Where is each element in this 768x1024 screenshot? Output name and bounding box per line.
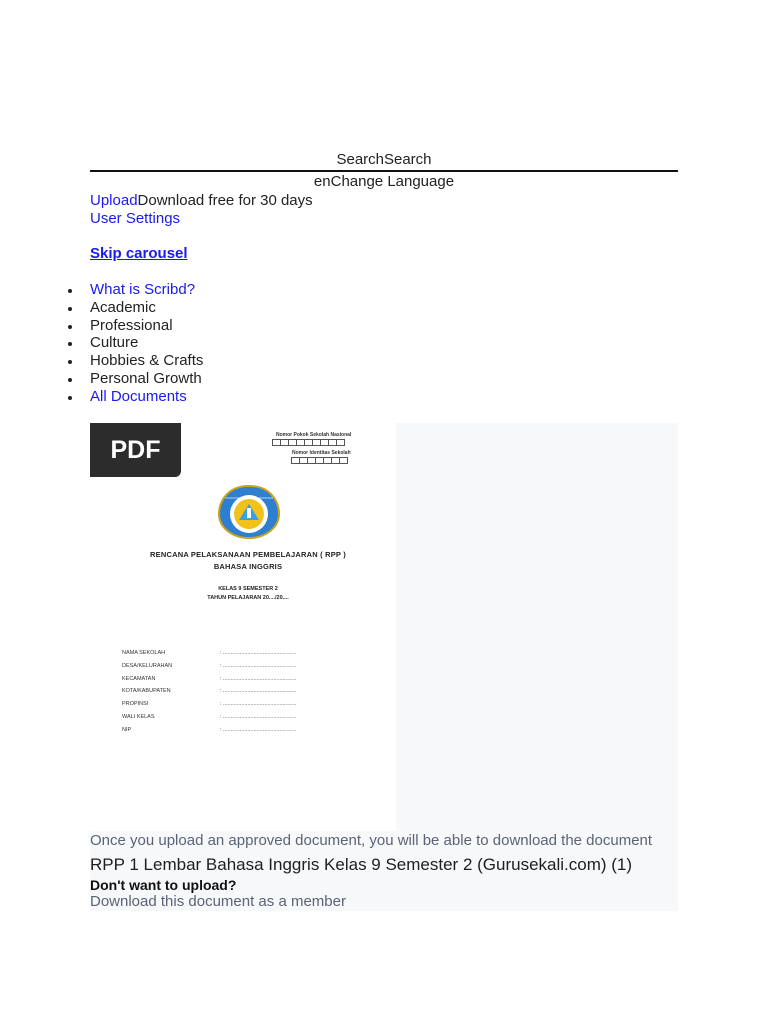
category-nav [90, 281, 203, 406]
user-settings-link[interactable]: User Settings [90, 210, 181, 227]
change-language[interactable] [90, 173, 678, 191]
pdf-badge: PDF [90, 423, 181, 477]
form-field-label: PROPINSI [122, 701, 149, 707]
form-field-dots: : ................................................ [220, 688, 297, 694]
rpp-title-line2: BAHASA INGGRIS [213, 562, 283, 571]
tut-wuri-handayani-logo-icon [217, 484, 281, 540]
document-title: RPP 1 Lembar Bahasa Inggris Kelas 9 Semester 2 (Gurusekali.com) (1) [90, 855, 633, 874]
nav-item-label[interactable]: What is Scribd? [90, 281, 196, 298]
nav-item-professional[interactable] [90, 317, 203, 335]
form-field-dots: : ................................................ [220, 714, 297, 720]
rpp-title-line1: RENCANA PELAKSANAAN PEMBELAJARAN ( RPP ) [150, 550, 346, 559]
search-bar[interactable] [90, 151, 678, 171]
skip-carousel-link[interactable]: Skip carousel [90, 245, 188, 262]
rpp-sub-line2: TAHUN PELAJARAN 20..../20.... [207, 595, 289, 601]
nis-boxes [291, 457, 347, 464]
skip-carousel-row [90, 245, 188, 263]
nav-item-personal-growth[interactable] [90, 370, 203, 388]
form-field-dots: : ................................................ [220, 701, 297, 707]
npsn-label: Nomor Pokok Sekolah Nasional [276, 432, 352, 438]
nav-item-label[interactable]: Personal Growth [90, 369, 202, 387]
nis-label: Nomor Identitas Sekolah [292, 450, 351, 456]
search-underline [90, 170, 678, 172]
form-field-dots: : ................................................ [220, 676, 297, 682]
nav-item-label[interactable]: Professional [90, 316, 173, 334]
rpp-sub-line1: KELAS 9 SEMESTER 2 [218, 586, 278, 592]
dont-want-upload: Don't want to upload? [90, 877, 237, 893]
nav-item-culture[interactable] [90, 334, 203, 352]
nav-item-label[interactable]: Hobbies & Crafts [90, 352, 204, 370]
language-label[interactable]: enChange Language [313, 173, 455, 190]
nav-item-all-documents[interactable] [90, 388, 203, 406]
search-label[interactable]: SearchSearch [336, 151, 432, 168]
download-as-member-link[interactable]: Download this document as a member [90, 893, 346, 910]
nav-item-hobbies-crafts[interactable] [90, 352, 203, 370]
form-field-label: DESA/KELURAHAN [122, 663, 173, 669]
nav-item-what-is-scribd[interactable] [90, 281, 203, 299]
form-field-label: NIP [122, 727, 132, 733]
nav-item-academic[interactable] [90, 299, 203, 317]
form-field-label: KOTA/KABUPATEN [122, 688, 171, 694]
form-field-dots: : ................................................ [220, 650, 297, 656]
nav-item-label[interactable]: Culture [90, 334, 139, 352]
upload-link[interactable]: Upload [90, 192, 138, 209]
form-field-label: WALI KELAS [122, 714, 155, 720]
upload-notice: Once you upload an approved document, you will be able to download the document [90, 832, 653, 849]
download-free-text[interactable]: Download free for 30 days [137, 192, 313, 209]
nav-item-label[interactable]: Academic [90, 298, 156, 316]
npsn-boxes [272, 439, 344, 446]
form-field-label: NAMA SEKOLAH [122, 650, 166, 656]
nav-item-label[interactable]: All Documents [90, 387, 187, 405]
form-field-label: KECAMATAN [122, 676, 156, 682]
form-field-dots: : ................................................ [220, 727, 297, 733]
form-field-dots: : ................................................ [220, 663, 297, 669]
user-settings-row [90, 210, 180, 228]
upload-row [90, 192, 313, 210]
